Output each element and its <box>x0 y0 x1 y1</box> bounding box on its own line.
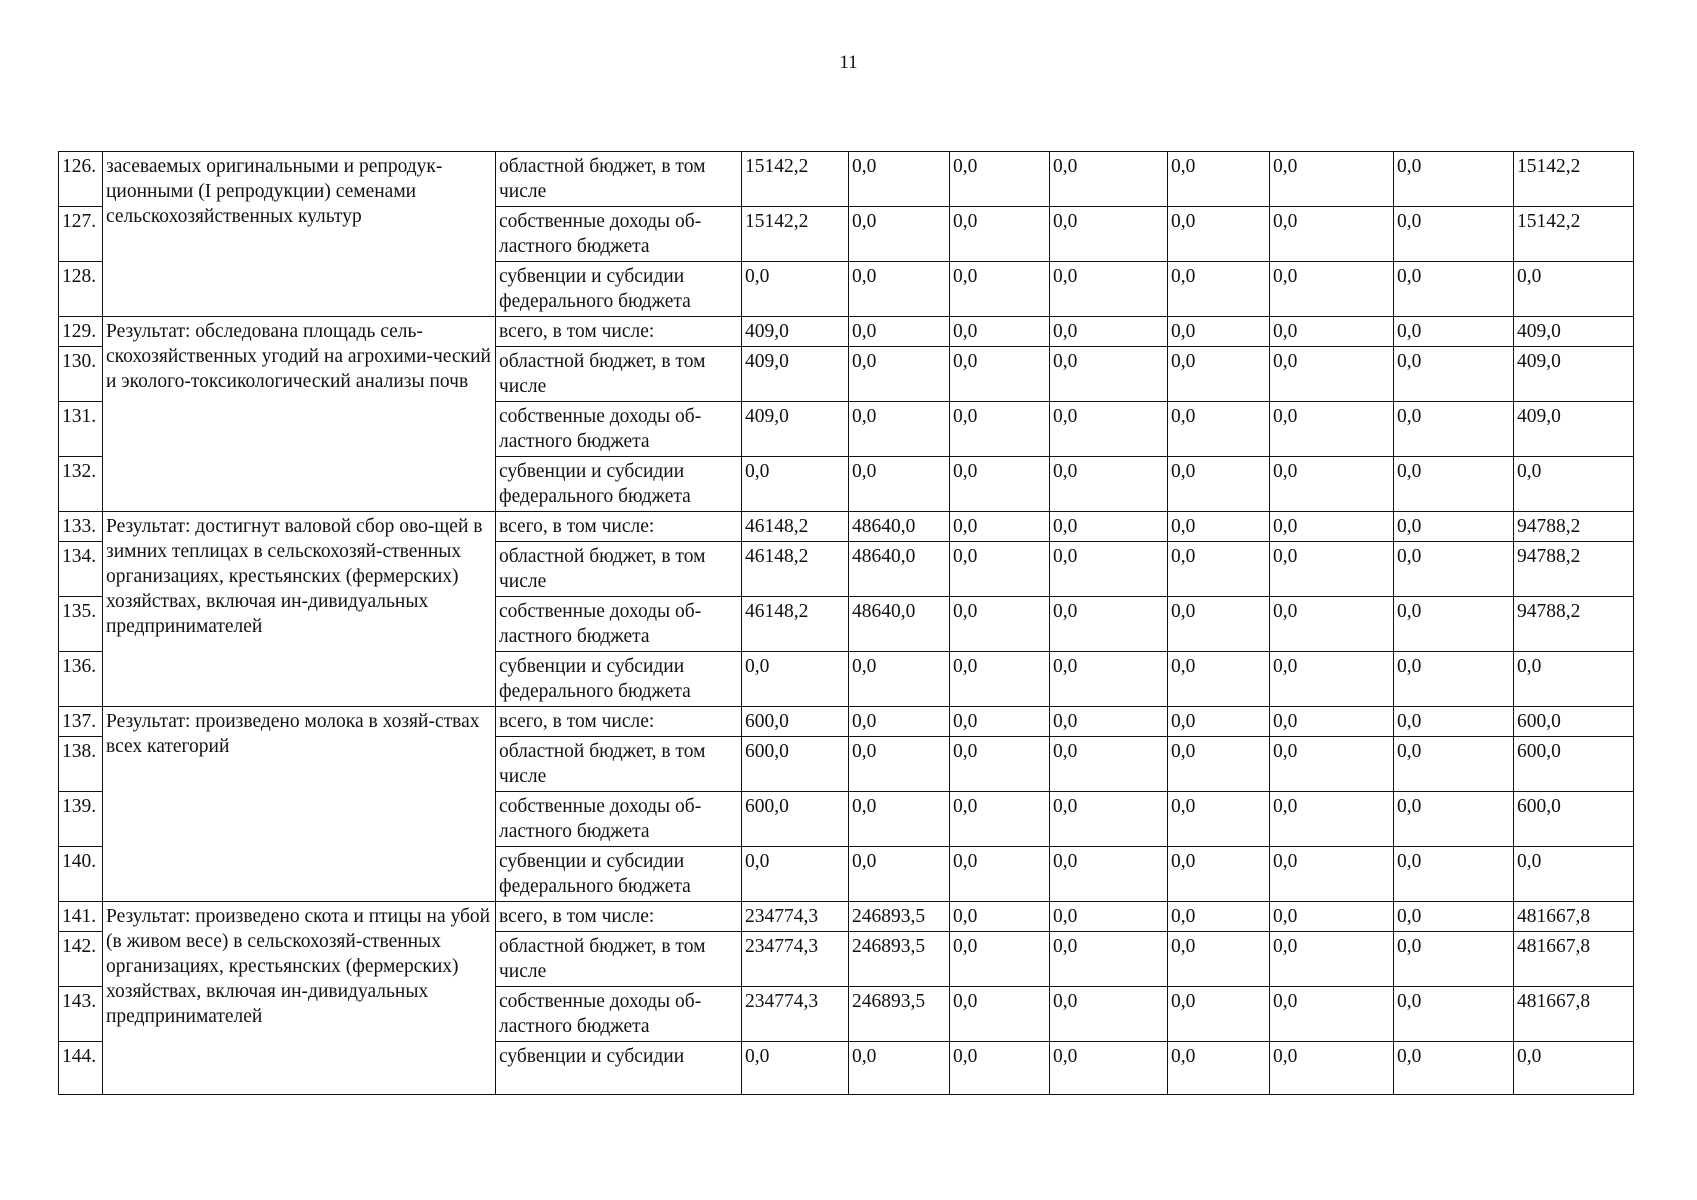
funding-source-cell: всего, в том числе: <box>496 317 742 347</box>
year-value-cell: 0,0 <box>742 457 849 512</box>
funding-source-cell: субвенции и субсидии федерального бюджета <box>496 262 742 317</box>
year-value-cell: 0,0 <box>1394 652 1514 707</box>
year-value-cell: 0,0 <box>1050 347 1168 402</box>
year-value-cell: 0,0 <box>950 792 1050 847</box>
year-value-cell: 0,0 <box>1050 1042 1168 1095</box>
table-body <box>59 152 1634 1095</box>
year-value-cell: 0,0 <box>849 847 950 902</box>
funding-source-cell: всего, в том числе: <box>496 512 742 542</box>
year-value-cell: 0,0 <box>1050 902 1168 932</box>
total-value-cell: 481667,8 <box>1514 902 1634 932</box>
year-value-cell: 0,0 <box>1050 207 1168 262</box>
year-value-cell: 0,0 <box>849 402 950 457</box>
year-value-cell: 0,0 <box>1270 932 1394 987</box>
page-number: 11 <box>839 52 858 73</box>
year-value-cell: 0,0 <box>1394 207 1514 262</box>
year-value-cell: 0,0 <box>1050 457 1168 512</box>
year-value-cell: 234774,3 <box>742 932 849 987</box>
year-value-cell: 0,0 <box>1168 1042 1270 1095</box>
year-value-cell: 48640,0 <box>849 597 950 652</box>
year-value-cell: 0,0 <box>1394 902 1514 932</box>
year-value-cell: 0,0 <box>1394 1042 1514 1095</box>
funding-source-cell: собственные доходы об-ластного бюджета <box>496 597 742 652</box>
year-value-cell: 0,0 <box>849 207 950 262</box>
funding-source-cell: областной бюджет, в том числе <box>496 737 742 792</box>
year-value-cell: 600,0 <box>742 737 849 792</box>
table-row <box>59 902 1634 932</box>
year-value-cell: 0,0 <box>1168 987 1270 1042</box>
year-value-cell: 0,0 <box>1168 152 1270 207</box>
year-value-cell: 0,0 <box>849 457 950 512</box>
row-number-cell: 127. <box>59 207 103 262</box>
year-value-cell: 0,0 <box>1050 512 1168 542</box>
row-number-cell: 132. <box>59 457 103 512</box>
row-number-cell: 126. <box>59 152 103 207</box>
year-value-cell: 0,0 <box>950 847 1050 902</box>
result-description-cell: Результат: достигнут валовой сбор ово-щей в зимних теплицах в сельскохозяй-ственных организациях, крестьянских (фермерских) хозяйствах, включая ин-дивидуальных предпринимателей <box>103 512 496 707</box>
year-value-cell: 409,0 <box>742 402 849 457</box>
year-value-cell: 0,0 <box>849 792 950 847</box>
year-value-cell: 0,0 <box>1394 317 1514 347</box>
year-value-cell: 0,0 <box>1270 457 1394 512</box>
year-value-cell: 234774,3 <box>742 902 849 932</box>
funding-source-cell: субвенции и субсидии федерального бюджета <box>496 847 742 902</box>
year-value-cell: 0,0 <box>849 152 950 207</box>
result-description-cell: засеваемых оригинальными и репродук-ционными (I репродукции) семенами сельскохозяйственных культур <box>103 152 496 317</box>
year-value-cell: 0,0 <box>1270 317 1394 347</box>
funding-source-cell: всего, в том числе: <box>496 707 742 737</box>
year-value-cell: 0,0 <box>742 652 849 707</box>
year-value-cell: 0,0 <box>1168 457 1270 512</box>
funding-source-cell: областной бюджет, в том числе <box>496 347 742 402</box>
year-value-cell: 0,0 <box>1050 152 1168 207</box>
year-value-cell: 0,0 <box>1050 317 1168 347</box>
year-value-cell: 0,0 <box>1394 402 1514 457</box>
year-value-cell: 0,0 <box>1050 262 1168 317</box>
year-value-cell: 0,0 <box>1050 402 1168 457</box>
total-value-cell: 94788,2 <box>1514 512 1634 542</box>
year-value-cell: 0,0 <box>1394 707 1514 737</box>
row-number-cell: 131. <box>59 402 103 457</box>
year-value-cell: 600,0 <box>742 707 849 737</box>
year-value-cell: 0,0 <box>950 262 1050 317</box>
total-value-cell: 94788,2 <box>1514 597 1634 652</box>
year-value-cell: 0,0 <box>1050 707 1168 737</box>
total-value-cell: 600,0 <box>1514 707 1634 737</box>
year-value-cell: 0,0 <box>950 707 1050 737</box>
year-value-cell: 0,0 <box>1168 902 1270 932</box>
result-description-cell: Результат: произведено скота и птицы на убой (в живом весе) в сельскохозяй-ственных организациях, крестьянских (фермерских) хозяйствах, включая ин-дивидуальных предпринимателей <box>103 902 496 1095</box>
year-value-cell: 409,0 <box>742 317 849 347</box>
year-value-cell: 0,0 <box>1168 652 1270 707</box>
total-value-cell: 409,0 <box>1514 402 1634 457</box>
year-value-cell: 0,0 <box>1270 652 1394 707</box>
total-value-cell: 94788,2 <box>1514 542 1634 597</box>
year-value-cell: 0,0 <box>1270 597 1394 652</box>
year-value-cell: 0,0 <box>1168 262 1270 317</box>
row-number-cell: 136. <box>59 652 103 707</box>
year-value-cell: 246893,5 <box>849 902 950 932</box>
year-value-cell: 0,0 <box>950 317 1050 347</box>
year-value-cell: 0,0 <box>950 347 1050 402</box>
row-number-cell: 130. <box>59 347 103 402</box>
funding-source-cell: собственные доходы об-ластного бюджета <box>496 402 742 457</box>
row-number-cell: 129. <box>59 317 103 347</box>
year-value-cell: 0,0 <box>1394 512 1514 542</box>
year-value-cell: 0,0 <box>849 317 950 347</box>
year-value-cell: 0,0 <box>1270 707 1394 737</box>
year-value-cell: 0,0 <box>1394 932 1514 987</box>
year-value-cell: 0,0 <box>1050 932 1168 987</box>
year-value-cell: 0,0 <box>950 207 1050 262</box>
year-value-cell: 0,0 <box>1050 987 1168 1042</box>
total-value-cell: 409,0 <box>1514 317 1634 347</box>
year-value-cell: 0,0 <box>1270 902 1394 932</box>
year-value-cell: 0,0 <box>1394 737 1514 792</box>
year-value-cell: 0,0 <box>1168 347 1270 402</box>
total-value-cell: 481667,8 <box>1514 932 1634 987</box>
funding-source-cell: областной бюджет, в том числе <box>496 152 742 207</box>
row-number-cell: 137. <box>59 707 103 737</box>
row-number-cell: 141. <box>59 902 103 932</box>
year-value-cell: 0,0 <box>849 707 950 737</box>
row-number-cell: 143. <box>59 987 103 1042</box>
year-value-cell: 46148,2 <box>742 542 849 597</box>
year-value-cell: 0,0 <box>1270 207 1394 262</box>
total-value-cell: 0,0 <box>1514 262 1634 317</box>
year-value-cell: 0,0 <box>1270 347 1394 402</box>
year-value-cell: 0,0 <box>849 1042 950 1095</box>
funding-source-cell: собственные доходы об-ластного бюджета <box>496 987 742 1042</box>
year-value-cell: 0,0 <box>742 847 849 902</box>
result-description-cell: Результат: обследована площадь сель-скохозяйственных угодий на агрохими-ческий и эколого-токсикологический анализы почв <box>103 317 496 512</box>
year-value-cell: 0,0 <box>1270 262 1394 317</box>
row-number-cell: 140. <box>59 847 103 902</box>
budget-table <box>58 151 1634 1095</box>
year-value-cell: 246893,5 <box>849 987 950 1042</box>
funding-source-cell: субвенции и субсидии федерального бюджета <box>496 457 742 512</box>
year-value-cell: 0,0 <box>1394 347 1514 402</box>
year-value-cell: 0,0 <box>1050 542 1168 597</box>
year-value-cell: 0,0 <box>950 902 1050 932</box>
year-value-cell: 15142,2 <box>742 207 849 262</box>
year-value-cell: 0,0 <box>1050 847 1168 902</box>
year-value-cell: 0,0 <box>849 347 950 402</box>
funding-source-cell: собственные доходы об-ластного бюджета <box>496 207 742 262</box>
year-value-cell: 48640,0 <box>849 512 950 542</box>
year-value-cell: 0,0 <box>1168 792 1270 847</box>
year-value-cell: 0,0 <box>849 652 950 707</box>
total-value-cell: 0,0 <box>1514 652 1634 707</box>
total-value-cell: 409,0 <box>1514 347 1634 402</box>
year-value-cell: 0,0 <box>1394 847 1514 902</box>
year-value-cell: 0,0 <box>1270 152 1394 207</box>
year-value-cell: 0,0 <box>950 1042 1050 1095</box>
funding-source-cell: областной бюджет, в том числе <box>496 542 742 597</box>
year-value-cell: 0,0 <box>950 542 1050 597</box>
table-row <box>59 152 1634 207</box>
year-value-cell: 0,0 <box>849 262 950 317</box>
year-value-cell: 0,0 <box>1394 262 1514 317</box>
funding-source-cell: областной бюджет, в том числе <box>496 932 742 987</box>
year-value-cell: 0,0 <box>742 1042 849 1095</box>
year-value-cell: 0,0 <box>950 152 1050 207</box>
row-number-cell: 139. <box>59 792 103 847</box>
year-value-cell: 0,0 <box>1168 847 1270 902</box>
year-value-cell: 0,0 <box>1168 737 1270 792</box>
funding-source-cell: собственные доходы об-ластного бюджета <box>496 792 742 847</box>
year-value-cell: 0,0 <box>1168 597 1270 652</box>
total-value-cell: 481667,8 <box>1514 987 1634 1042</box>
year-value-cell: 0,0 <box>1270 987 1394 1042</box>
year-value-cell: 46148,2 <box>742 597 849 652</box>
year-value-cell: 0,0 <box>1394 597 1514 652</box>
year-value-cell: 15142,2 <box>742 152 849 207</box>
funding-source-cell: субвенции и субсидии федерального бюджета <box>496 652 742 707</box>
year-value-cell: 0,0 <box>950 457 1050 512</box>
year-value-cell: 0,0 <box>1394 457 1514 512</box>
year-value-cell: 0,0 <box>742 262 849 317</box>
year-value-cell: 0,0 <box>950 402 1050 457</box>
funding-source-cell: всего, в том числе: <box>496 902 742 932</box>
row-number-cell: 133. <box>59 512 103 542</box>
row-number-cell: 128. <box>59 262 103 317</box>
year-value-cell: 0,0 <box>1270 512 1394 542</box>
total-value-cell: 0,0 <box>1514 847 1634 902</box>
year-value-cell: 0,0 <box>950 597 1050 652</box>
year-value-cell: 48640,0 <box>849 542 950 597</box>
year-value-cell: 0,0 <box>1050 597 1168 652</box>
total-value-cell: 15142,2 <box>1514 152 1634 207</box>
year-value-cell: 0,0 <box>1168 317 1270 347</box>
year-value-cell: 0,0 <box>1168 707 1270 737</box>
year-value-cell: 0,0 <box>1270 792 1394 847</box>
year-value-cell: 0,0 <box>1050 792 1168 847</box>
year-value-cell: 0,0 <box>950 737 1050 792</box>
total-value-cell: 0,0 <box>1514 1042 1634 1095</box>
row-number-cell: 134. <box>59 542 103 597</box>
row-number-cell: 135. <box>59 597 103 652</box>
year-value-cell: 0,0 <box>1270 1042 1394 1095</box>
year-value-cell: 0,0 <box>950 932 1050 987</box>
year-value-cell: 46148,2 <box>742 512 849 542</box>
year-value-cell: 0,0 <box>1394 792 1514 847</box>
year-value-cell: 0,0 <box>1168 512 1270 542</box>
total-value-cell: 15142,2 <box>1514 207 1634 262</box>
year-value-cell: 600,0 <box>742 792 849 847</box>
year-value-cell: 0,0 <box>1394 987 1514 1042</box>
year-value-cell: 0,0 <box>1270 847 1394 902</box>
year-value-cell: 246893,5 <box>849 932 950 987</box>
year-value-cell: 0,0 <box>1168 402 1270 457</box>
year-value-cell: 0,0 <box>1168 207 1270 262</box>
total-value-cell: 600,0 <box>1514 737 1634 792</box>
year-value-cell: 0,0 <box>1270 737 1394 792</box>
year-value-cell: 409,0 <box>742 347 849 402</box>
year-value-cell: 234774,3 <box>742 987 849 1042</box>
year-value-cell: 0,0 <box>1394 542 1514 597</box>
year-value-cell: 0,0 <box>1168 542 1270 597</box>
year-value-cell: 0,0 <box>950 512 1050 542</box>
year-value-cell: 0,0 <box>1394 152 1514 207</box>
row-number-cell: 142. <box>59 932 103 987</box>
year-value-cell: 0,0 <box>1270 402 1394 457</box>
row-number-cell: 138. <box>59 737 103 792</box>
year-value-cell: 0,0 <box>1050 652 1168 707</box>
total-value-cell: 600,0 <box>1514 792 1634 847</box>
funding-source-cell: субвенции и субсидии <box>496 1042 742 1095</box>
table-row <box>59 512 1634 542</box>
row-number-cell: 144. <box>59 1042 103 1095</box>
table-row <box>59 317 1634 347</box>
year-value-cell: 0,0 <box>1168 932 1270 987</box>
year-value-cell: 0,0 <box>849 737 950 792</box>
year-value-cell: 0,0 <box>950 987 1050 1042</box>
year-value-cell: 0,0 <box>1270 542 1394 597</box>
result-description-cell: Результат: произведено молока в хозяй-ствах всех категорий <box>103 707 496 902</box>
total-value-cell: 0,0 <box>1514 457 1634 512</box>
year-value-cell: 0,0 <box>1050 737 1168 792</box>
table-row <box>59 707 1634 737</box>
year-value-cell: 0,0 <box>950 652 1050 707</box>
